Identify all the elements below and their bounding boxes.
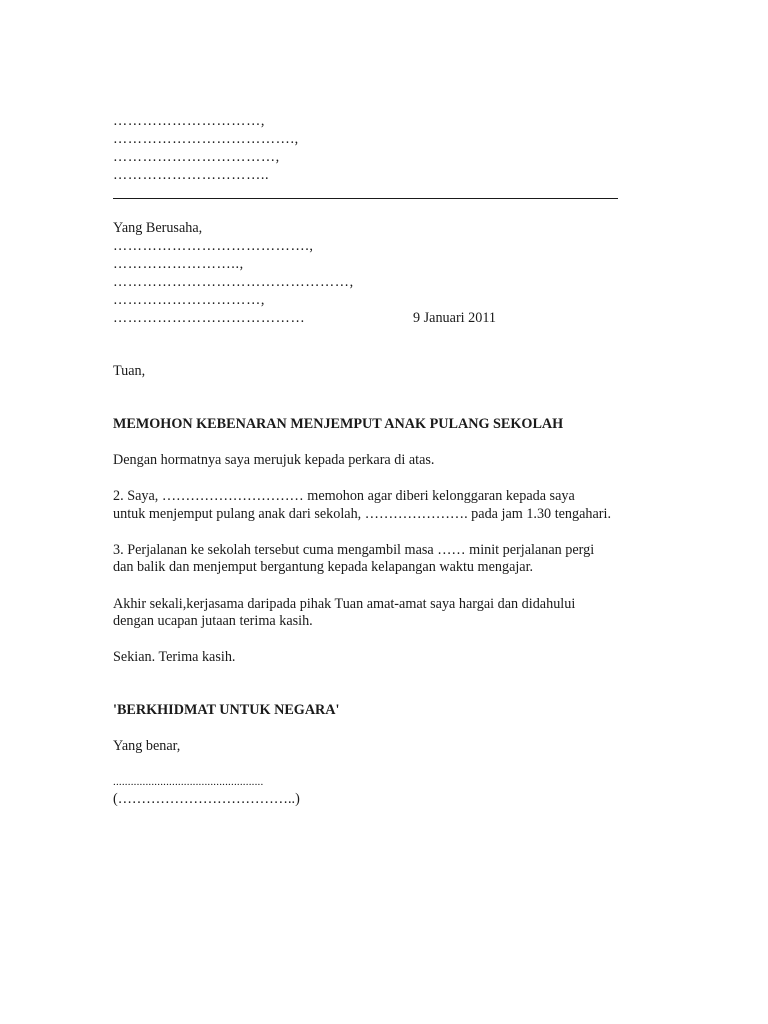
paragraph-2-line-2: untuk menjemput pulang anak dari sekolah, …………………. pada jam 1.30 tengahari. [113,506,612,522]
paragraph-1: Dengan hormatnya saya merujuk kepada perkara di atas. [113,452,435,468]
sender-address-line-4: ………………………….. [113,167,270,183]
sender-address-line-3: ……………………………, [113,149,280,165]
subject-heading: MEMOHON KEBENARAN MENJEMPUT ANAK PULANG SEKOLAH [113,416,564,432]
paragraph-5: Sekian. Terima kasih. [113,649,236,665]
recipient-title: Yang Berusaha, [113,220,203,236]
letter-date: 9 Januari 2011 [413,310,497,326]
sender-address-line-1: …………………………, [113,113,266,129]
recipient-address-line-5: ………………………………… [113,310,306,326]
sender-address-line-2: ………………………………., [113,131,299,147]
paragraph-3-line-1: 3. Perjalanan ke sekolah tersebut cuma mengambil masa …… minit perjalanan pergi [113,542,595,558]
paragraph-4-line-1: Akhir sekali,kerjasama daripada pihak Tuan amat-amat saya hargai dan didahului [113,596,576,612]
greeting: Tuan, [113,363,146,379]
paragraph-3-line-2: dan balik dan menjemput bergantung kepada kelapangan waktu mengajar. [113,559,534,575]
paragraph-2-line-1: 2. Saya, ………………………… memohon agar diberi kelonggaran kepada saya [113,488,575,504]
signature-line: ................................................... [113,776,264,788]
closing: Yang benar, [113,738,181,754]
name-placeholder: (………………………………..) [113,791,300,807]
motto: 'BERKHIDMAT UNTUK NEGARA' [113,702,340,718]
paragraph-4-line-2: dengan ucapan jutaan terima kasih. [113,613,313,629]
recipient-address-line-4: …………………………, [113,292,266,308]
recipient-address-line-1: …………………………………., [113,238,314,254]
header-divider [113,198,618,199]
recipient-address-line-2: …………………….., [113,256,244,272]
recipient-address-line-3: …………………………………………, [113,274,354,290]
